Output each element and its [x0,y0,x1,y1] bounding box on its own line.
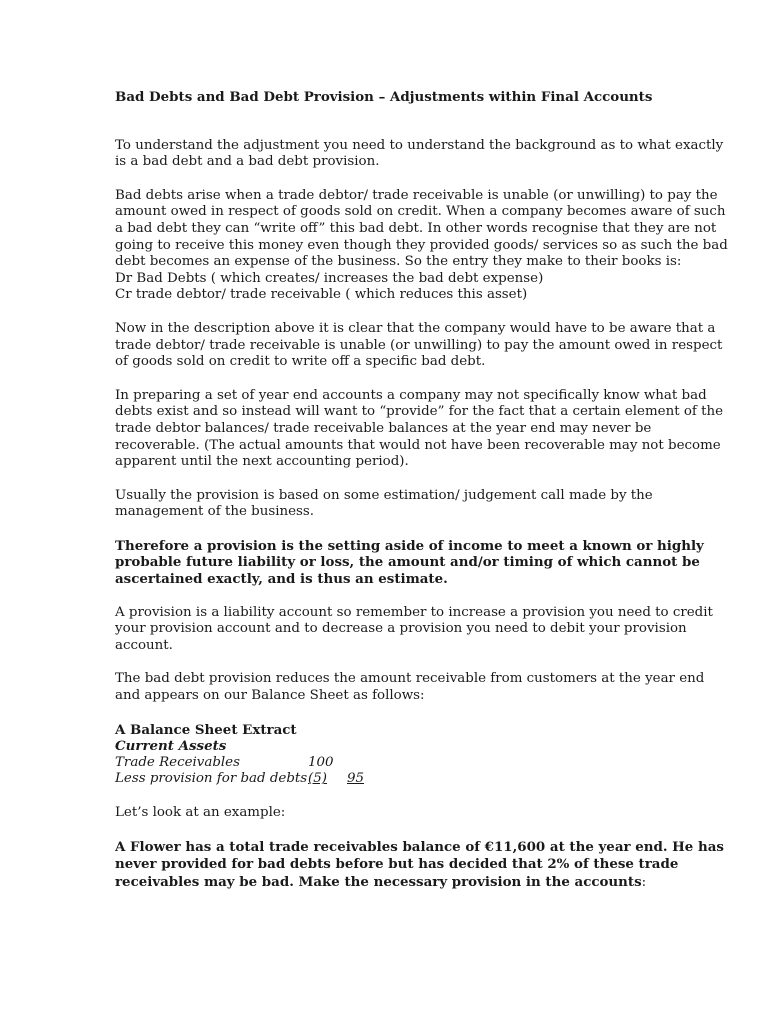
balance-sheet-heading: A Balance Sheet Extract [115,721,297,738]
provision-value: (5) [308,771,327,787]
credit-entry: Cr trade debtor/ trade receivable ( which reduces this asset) [115,287,528,303]
current-assets-heading: Current Assets [115,738,227,755]
paragraph-description: Now in the description above it is clear that the company would have to be aware that a trade debtor/ trade receivable is unable (or unwilling) to pay the amount owed in respect of goods sold on credit to write off a specific bad debt. [115,320,723,370]
page-title: Bad Debts and Bad Debt Provision – Adjustments within Final Accounts [115,89,653,105]
bad-debts-text: Bad debts arise when a trade debtor/ trade receivable is unable (or unwilling) to pay the amount owed in respect of goods sold on credit. When a company becomes aware of such a bad debt they can “write off” this bad debt. In other words recognise that they are not going to receive this money even though they provided goods/ services so as such the bad debt becomes an expense of the business. So the entry they make to their books is: [115,187,728,270]
example-colon: : [641,874,647,890]
paragraph-example-intro: Let’s look at an example: [115,805,286,820]
paragraph-year-end: In preparing a set of year end accounts a company may not specifically know what bad debts exist and so instead will want to “provide” for the fact that a certain element of the trade debtor balances/ trade receivable balances at the year end may never be recoverable. (The actual amounts that would not have been recoverable may not become apparent until the next accounting period). [115,387,724,470]
paragraph-example [115,839,728,892]
trade-receivables-value: 100 [308,754,334,770]
example-text: A Flower has a total trade receivables balance of €11,600 at the year end. He has never provided for bad debts before but has decided that 2% of these trade receivables may be bad. Make the necessary provision in the accounts [115,838,724,890]
provision-label: Less provision for bad debts [115,771,308,787]
paragraph-balance-sheet-intro: The bad debt provision reduces the amount receivable from customers at the year end and appears on our Balance Sheet as follows: [115,671,705,704]
trade-receivables-label: Trade Receivables [115,754,240,770]
debit-entry: Dr Bad Debts ( which creates/ increases the bad debt expense) [115,270,544,286]
provision-underlined-values [308,771,364,786]
paragraph-intro: To understand the adjustment you need to understand the background as to what exactly is a bad debt and a bad debt provision. [115,137,724,170]
paragraph-provision-definition: Therefore a provision is the setting aside of income to meet a known or highly probable future liability or loss, the amount and/or timing of which cannot be ascertained exactly, and is thus an estimate. [115,537,704,588]
balance-sheet-extract [115,722,728,788]
paragraph-liability: A provision is a liability account so remember to increase a provision you need to credit your provision account and to decrease a provision you need to debit your provision account. [115,604,713,653]
paragraph-estimation: Usually the provision is based on some estimation/ judgement call made by the management of the business. [115,487,653,520]
paragraph-bad-debts [115,188,728,304]
provision-row [115,771,728,788]
trade-receivables-row [115,755,728,772]
net-receivables-value: 95 [346,771,365,787]
